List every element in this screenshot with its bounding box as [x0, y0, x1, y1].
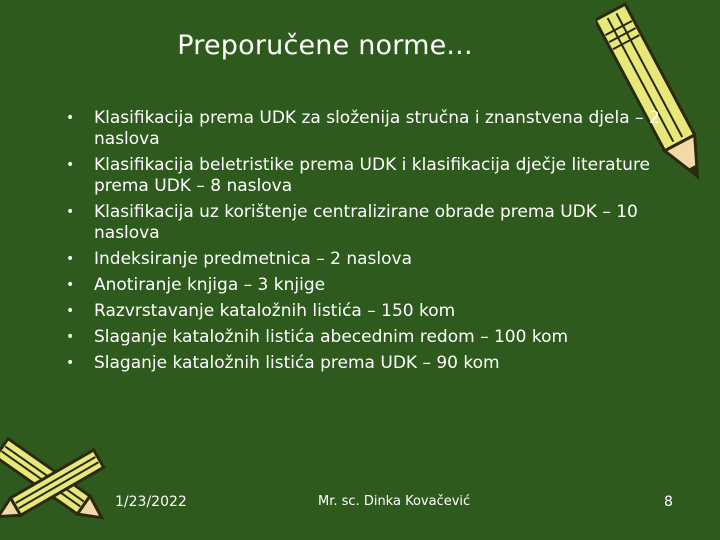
- list-item: [66, 301, 666, 322]
- list-item: [66, 202, 666, 244]
- bullet-icon: •: [66, 355, 75, 371]
- bullet-icon: •: [66, 303, 75, 319]
- list-item-text: Razvrstavanje kataložnih listića – 150 kom: [94, 301, 456, 321]
- list-item: [66, 108, 666, 150]
- list-item-text: Indeksiranje predmetnica – 2 naslova: [94, 249, 413, 269]
- crossed-pencils-icon: [0, 430, 110, 540]
- list-item: [66, 327, 666, 348]
- list-item-text: Slaganje kataložnih listića abecednim redom – 100 kom: [94, 327, 569, 347]
- bullet-icon: •: [66, 251, 75, 267]
- page-number: 8: [664, 494, 673, 510]
- bullet-icon: •: [66, 157, 75, 173]
- list-item: [66, 155, 666, 197]
- bullet-icon: •: [66, 204, 75, 220]
- footer-date: 1/23/2022: [115, 494, 187, 510]
- bullet-icon: •: [66, 277, 75, 293]
- list-item-text: Klasifikacija beletristike prema UDK i klasifikacija dječje literature prema UDK – 8 naslova: [94, 155, 651, 196]
- list-item-text: Slaganje kataložnih listića prema UDK – 90 kom: [94, 353, 500, 373]
- bullet-icon: •: [66, 329, 75, 345]
- bullet-icon: •: [66, 110, 75, 126]
- list-item: [66, 353, 666, 374]
- bullet-list: [66, 108, 666, 379]
- footer-author: Mr. sc. Dinka Kovačević: [318, 494, 471, 509]
- list-item: [66, 275, 666, 296]
- list-item-text: Klasifikacija uz korištenje centralizirane obrade prema UDK – 10 naslova: [94, 202, 638, 243]
- list-item: [66, 249, 666, 270]
- list-item-text: Anotiranje knjiga – 3 knjige: [94, 275, 326, 295]
- list-item-text: Klasifikacija prema UDK za složenija stručna i znanstvena djela – 2 naslova: [94, 108, 660, 149]
- slide-title: Preporučene norme...: [177, 30, 473, 61]
